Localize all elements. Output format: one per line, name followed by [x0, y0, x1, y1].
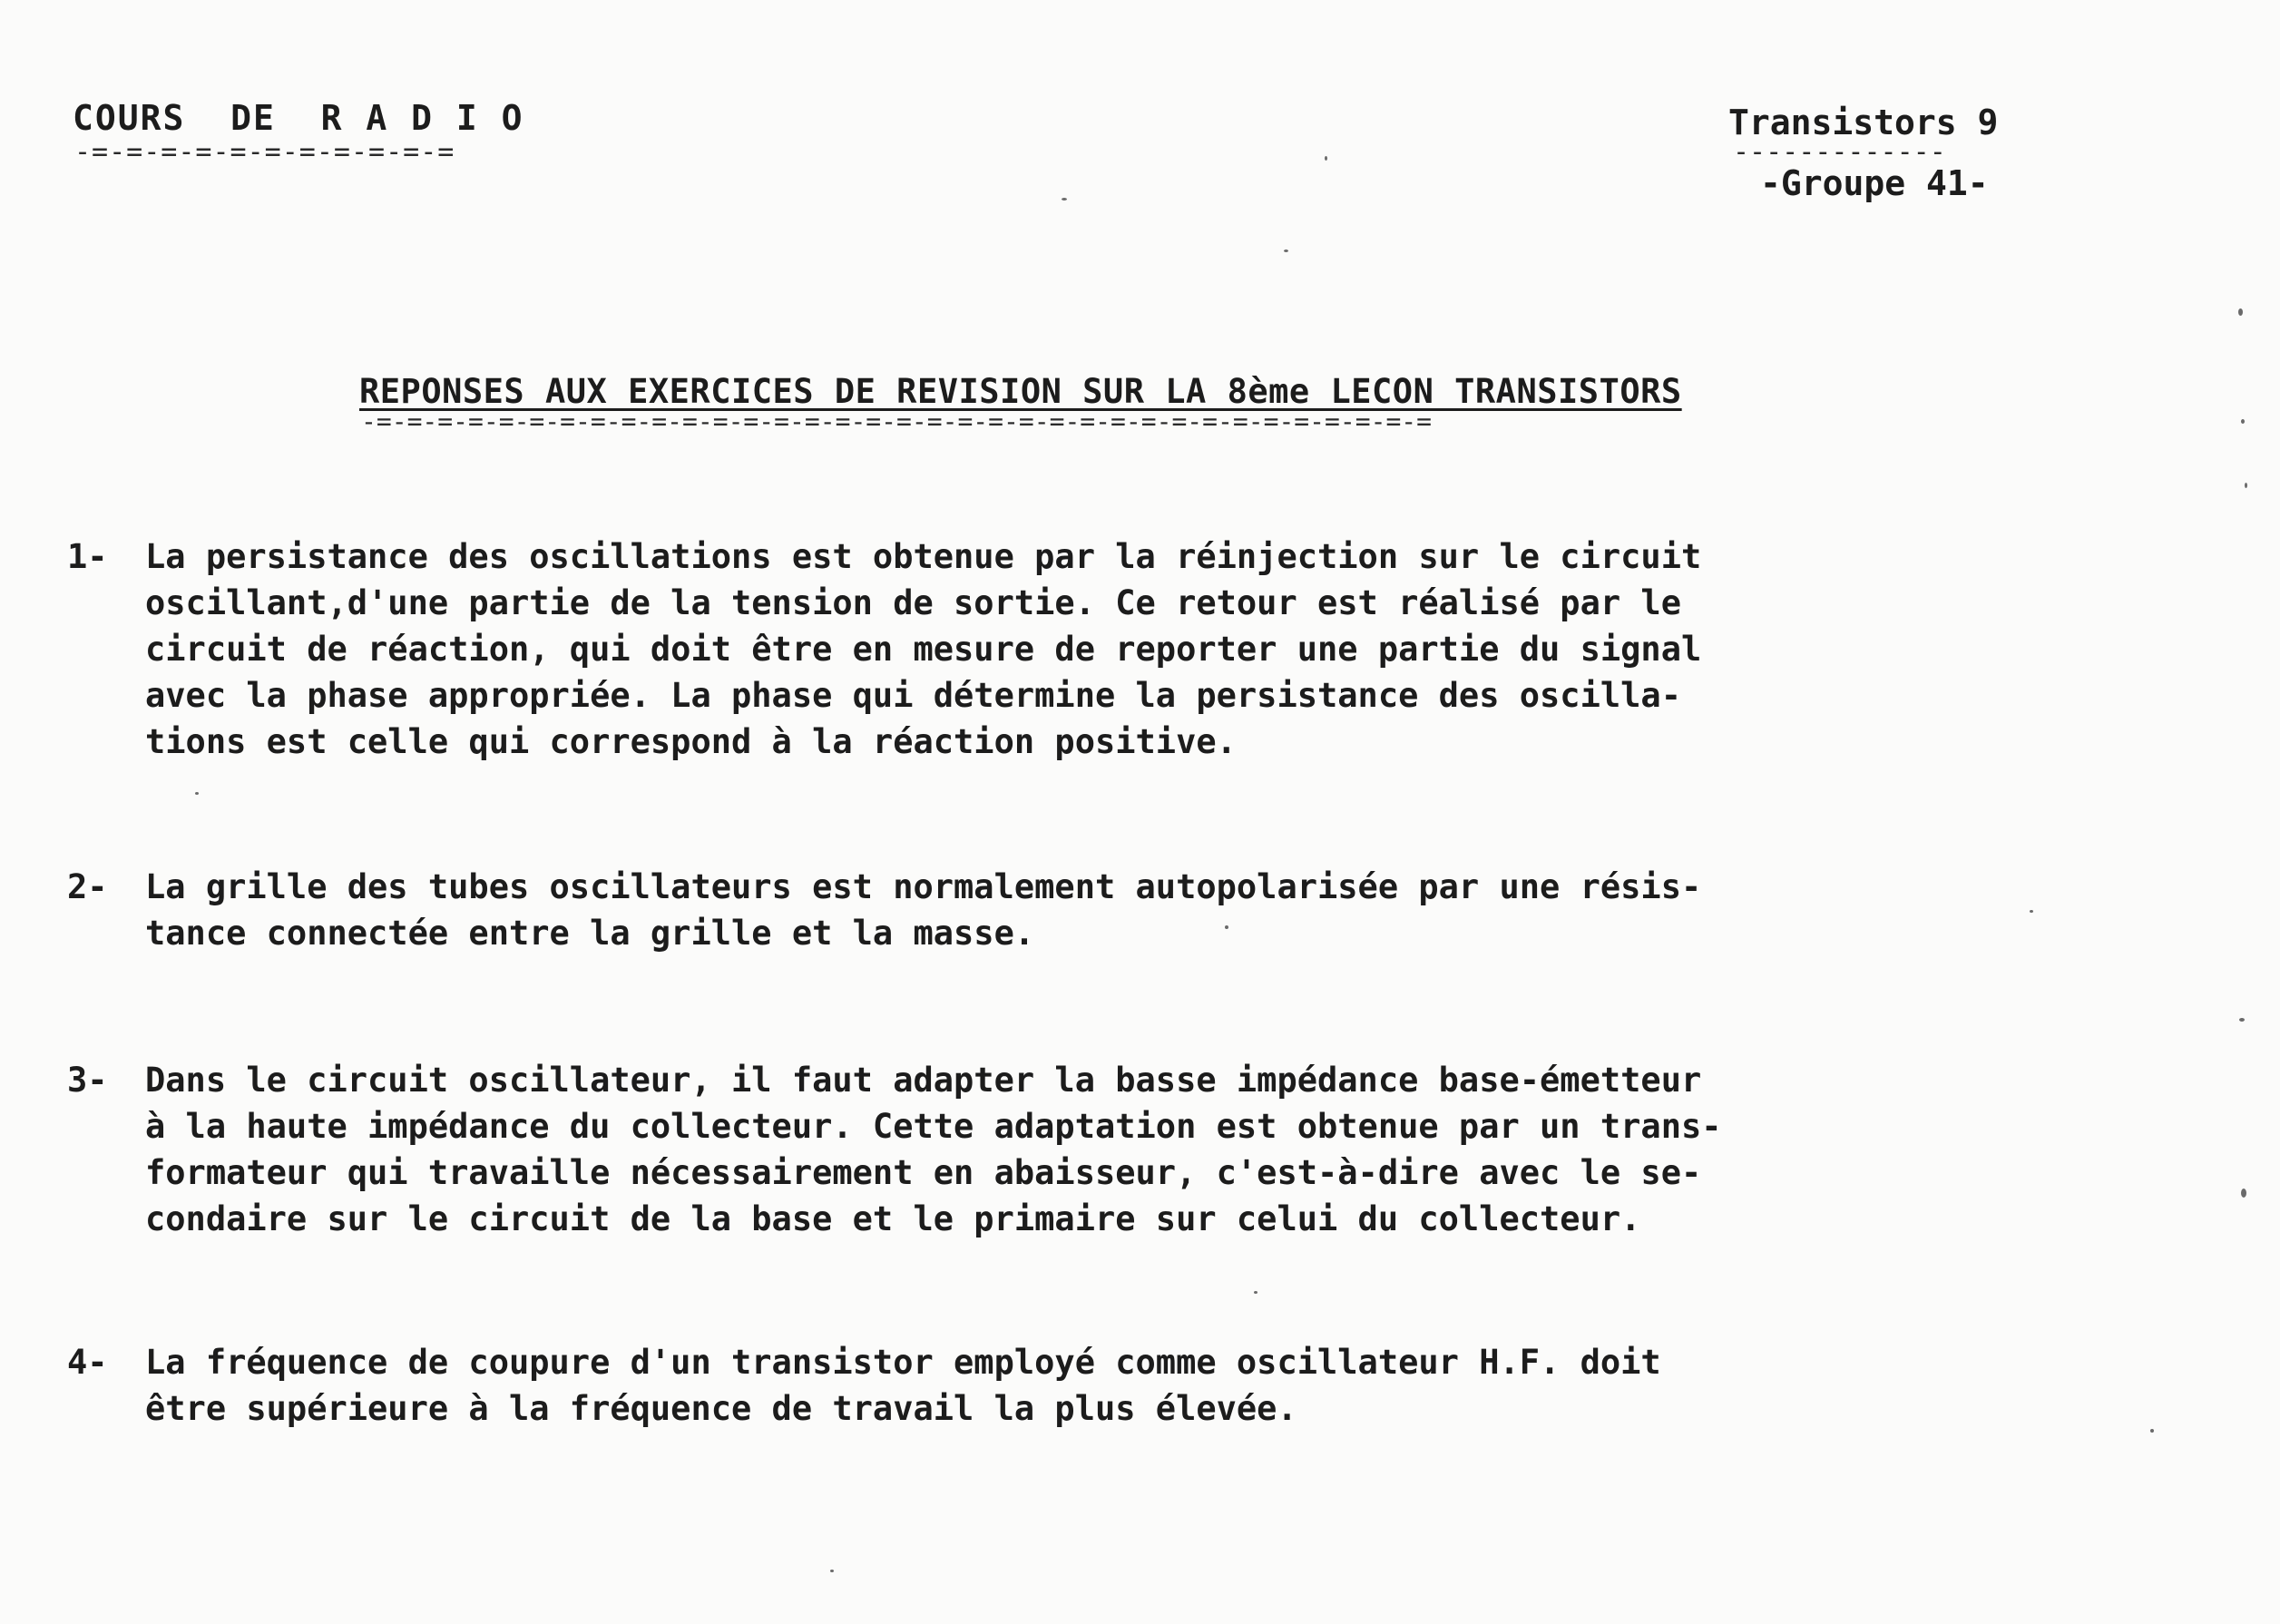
answer-text	[145, 533, 1701, 765]
answer-line: condaire sur le circuit de la base et le primaire sur celui du collecteur.	[145, 1199, 1641, 1238]
document-title-rule: -=-=-=-=-=-=-=-=-=-=-=-=-=-=-=-=-=-=-=-=-=-=-=-=-=-=-=-=-=-=-=-=-=-=-=	[361, 406, 1433, 436]
document-title: REPONSES AUX EXERCICES DE REVISION SUR LA 8ème LECON TRANSISTORS	[359, 372, 1682, 411]
answer-number: 1-	[67, 537, 108, 576]
scan-speck	[2150, 1429, 2154, 1433]
answer-text	[145, 1339, 1661, 1432]
scan-speck	[2030, 910, 2033, 913]
group-label: -Groupe 41-	[1760, 163, 1989, 203]
answer-text	[145, 1057, 1722, 1242]
answer-line: La grille des tubes oscillateurs est normalement autopolarisée par une résis-	[145, 867, 1702, 906]
scan-speck	[195, 792, 199, 795]
answer-line: La fréquence de coupure d'un transistor employé comme oscillateur H.F. doit	[145, 1343, 1661, 1382]
answer-number: 2-	[67, 867, 108, 906]
scan-speck	[2238, 308, 2243, 316]
section-title-rule: -------------	[1733, 136, 1946, 168]
scan-speck	[2245, 483, 2247, 488]
scan-speck	[1225, 925, 1228, 929]
answer-line: à la haute impédance du collecteur. Cette adaptation est obtenue par un trans-	[145, 1107, 1722, 1146]
answer-line: tance connectée entre la grille et la masse.	[145, 914, 1035, 953]
scan-speck	[1254, 1291, 1257, 1294]
answer-line: La persistance des oscillations est obtenue par la réinjection sur le circuit	[145, 537, 1702, 576]
scan-speck	[1284, 249, 1288, 252]
answer-line: Dans le circuit oscillateur, il faut adapter la basse impédance base-émetteur	[145, 1061, 1702, 1100]
course-title-rule: -=-=-=-=-=-=-=-=-=-=-=	[74, 136, 455, 168]
scan-speck	[2241, 1189, 2246, 1198]
answer-line: circuit de réaction, qui doit être en mesure de reporter une partie du signal	[145, 630, 1702, 669]
scan-speck	[1325, 156, 1327, 161]
answer-line: formateur qui travaille nécessairement en abaisseur, c'est-à-dire avec le se-	[145, 1153, 1702, 1192]
scan-speck	[1062, 198, 1067, 201]
answer-line: oscillant,d'une partie de la tension de sortie. Ce retour est réalisé par le	[145, 583, 1681, 622]
answer-line: être supérieure à la fréquence de travail la plus élevée.	[145, 1389, 1297, 1428]
answer-line: tions est celle qui correspond à la réaction positive.	[145, 722, 1237, 761]
answer-number: 3-	[67, 1061, 108, 1100]
answer-line: avec la phase appropriée. La phase qui détermine la persistance des oscilla-	[145, 676, 1681, 715]
course-title: COURS DE R A D I O	[73, 98, 524, 138]
answer-number: 4-	[67, 1343, 108, 1382]
scan-speck	[2239, 1018, 2245, 1022]
scan-speck	[830, 1570, 834, 1572]
answer-text	[145, 864, 1701, 956]
section-title: Transistors 9	[1728, 103, 1999, 142]
scan-speck	[2241, 419, 2245, 424]
